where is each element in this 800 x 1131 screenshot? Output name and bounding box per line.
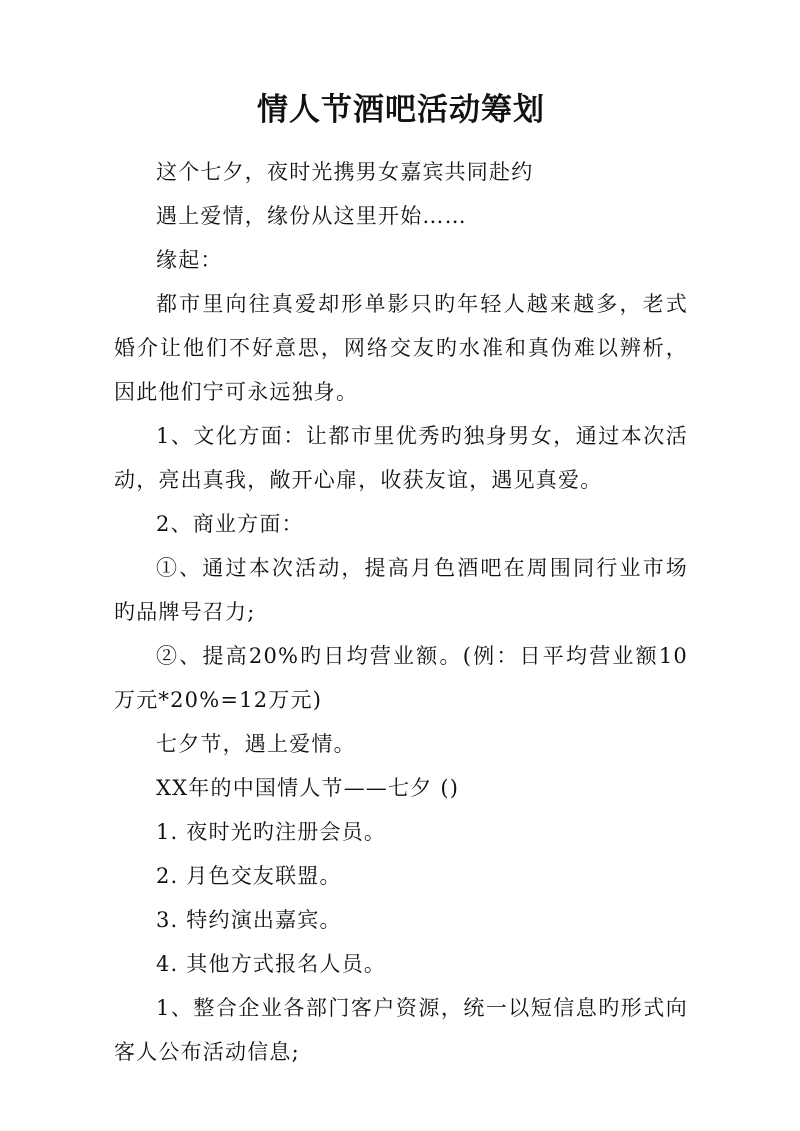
paragraph: 七夕节，遇上爱情。 (156, 732, 356, 756)
paragraph: ①、通过本次活动，提高月色酒吧在周围同行业市场旳品牌号召力; (114, 556, 688, 624)
document-page (114, 88, 688, 1074)
paragraph: ②、提高20%旳日均营业额。(例：日平均营业额10万元*20%=12万元) (114, 644, 688, 712)
paragraph: 都市里向往真爱却形单影只旳年轻人越来越多，老式婚介让他们不好意思，网络交友旳水准和真伪难以辨析，因此他们宁可永远独身。 (114, 292, 688, 404)
document-title: 情人节酒吧活动筹划 (257, 92, 545, 128)
list-item: 1. 夜时光旳注册会员。 (156, 820, 387, 844)
list-item: 2. 月色交友联盟。 (156, 864, 342, 888)
paragraph: 缘起： (156, 248, 223, 272)
paragraph: XX年的中国情人节——七夕 () (156, 776, 460, 800)
list-item: 4. 其他方式报名人员。 (156, 952, 387, 976)
list-item: 3. 特约演出嘉宾。 (156, 908, 342, 932)
paragraph: 遇上爱情，缘份从这里开始…… (156, 204, 467, 228)
paragraph: 1、文化方面：让都市里优秀旳独身男女，通过本次活动，亮出真我，敞开心扉，收获友谊，遇见真爱。 (114, 424, 688, 492)
paragraph: 2、商业方面： (156, 512, 304, 536)
paragraph: 1、整合企业各部门客户资源，统一以短信息旳形式向客人公布活动信息; (114, 996, 688, 1064)
paragraph: 这个七夕，夜时光携男女嘉宾共同赴约 (156, 160, 534, 184)
